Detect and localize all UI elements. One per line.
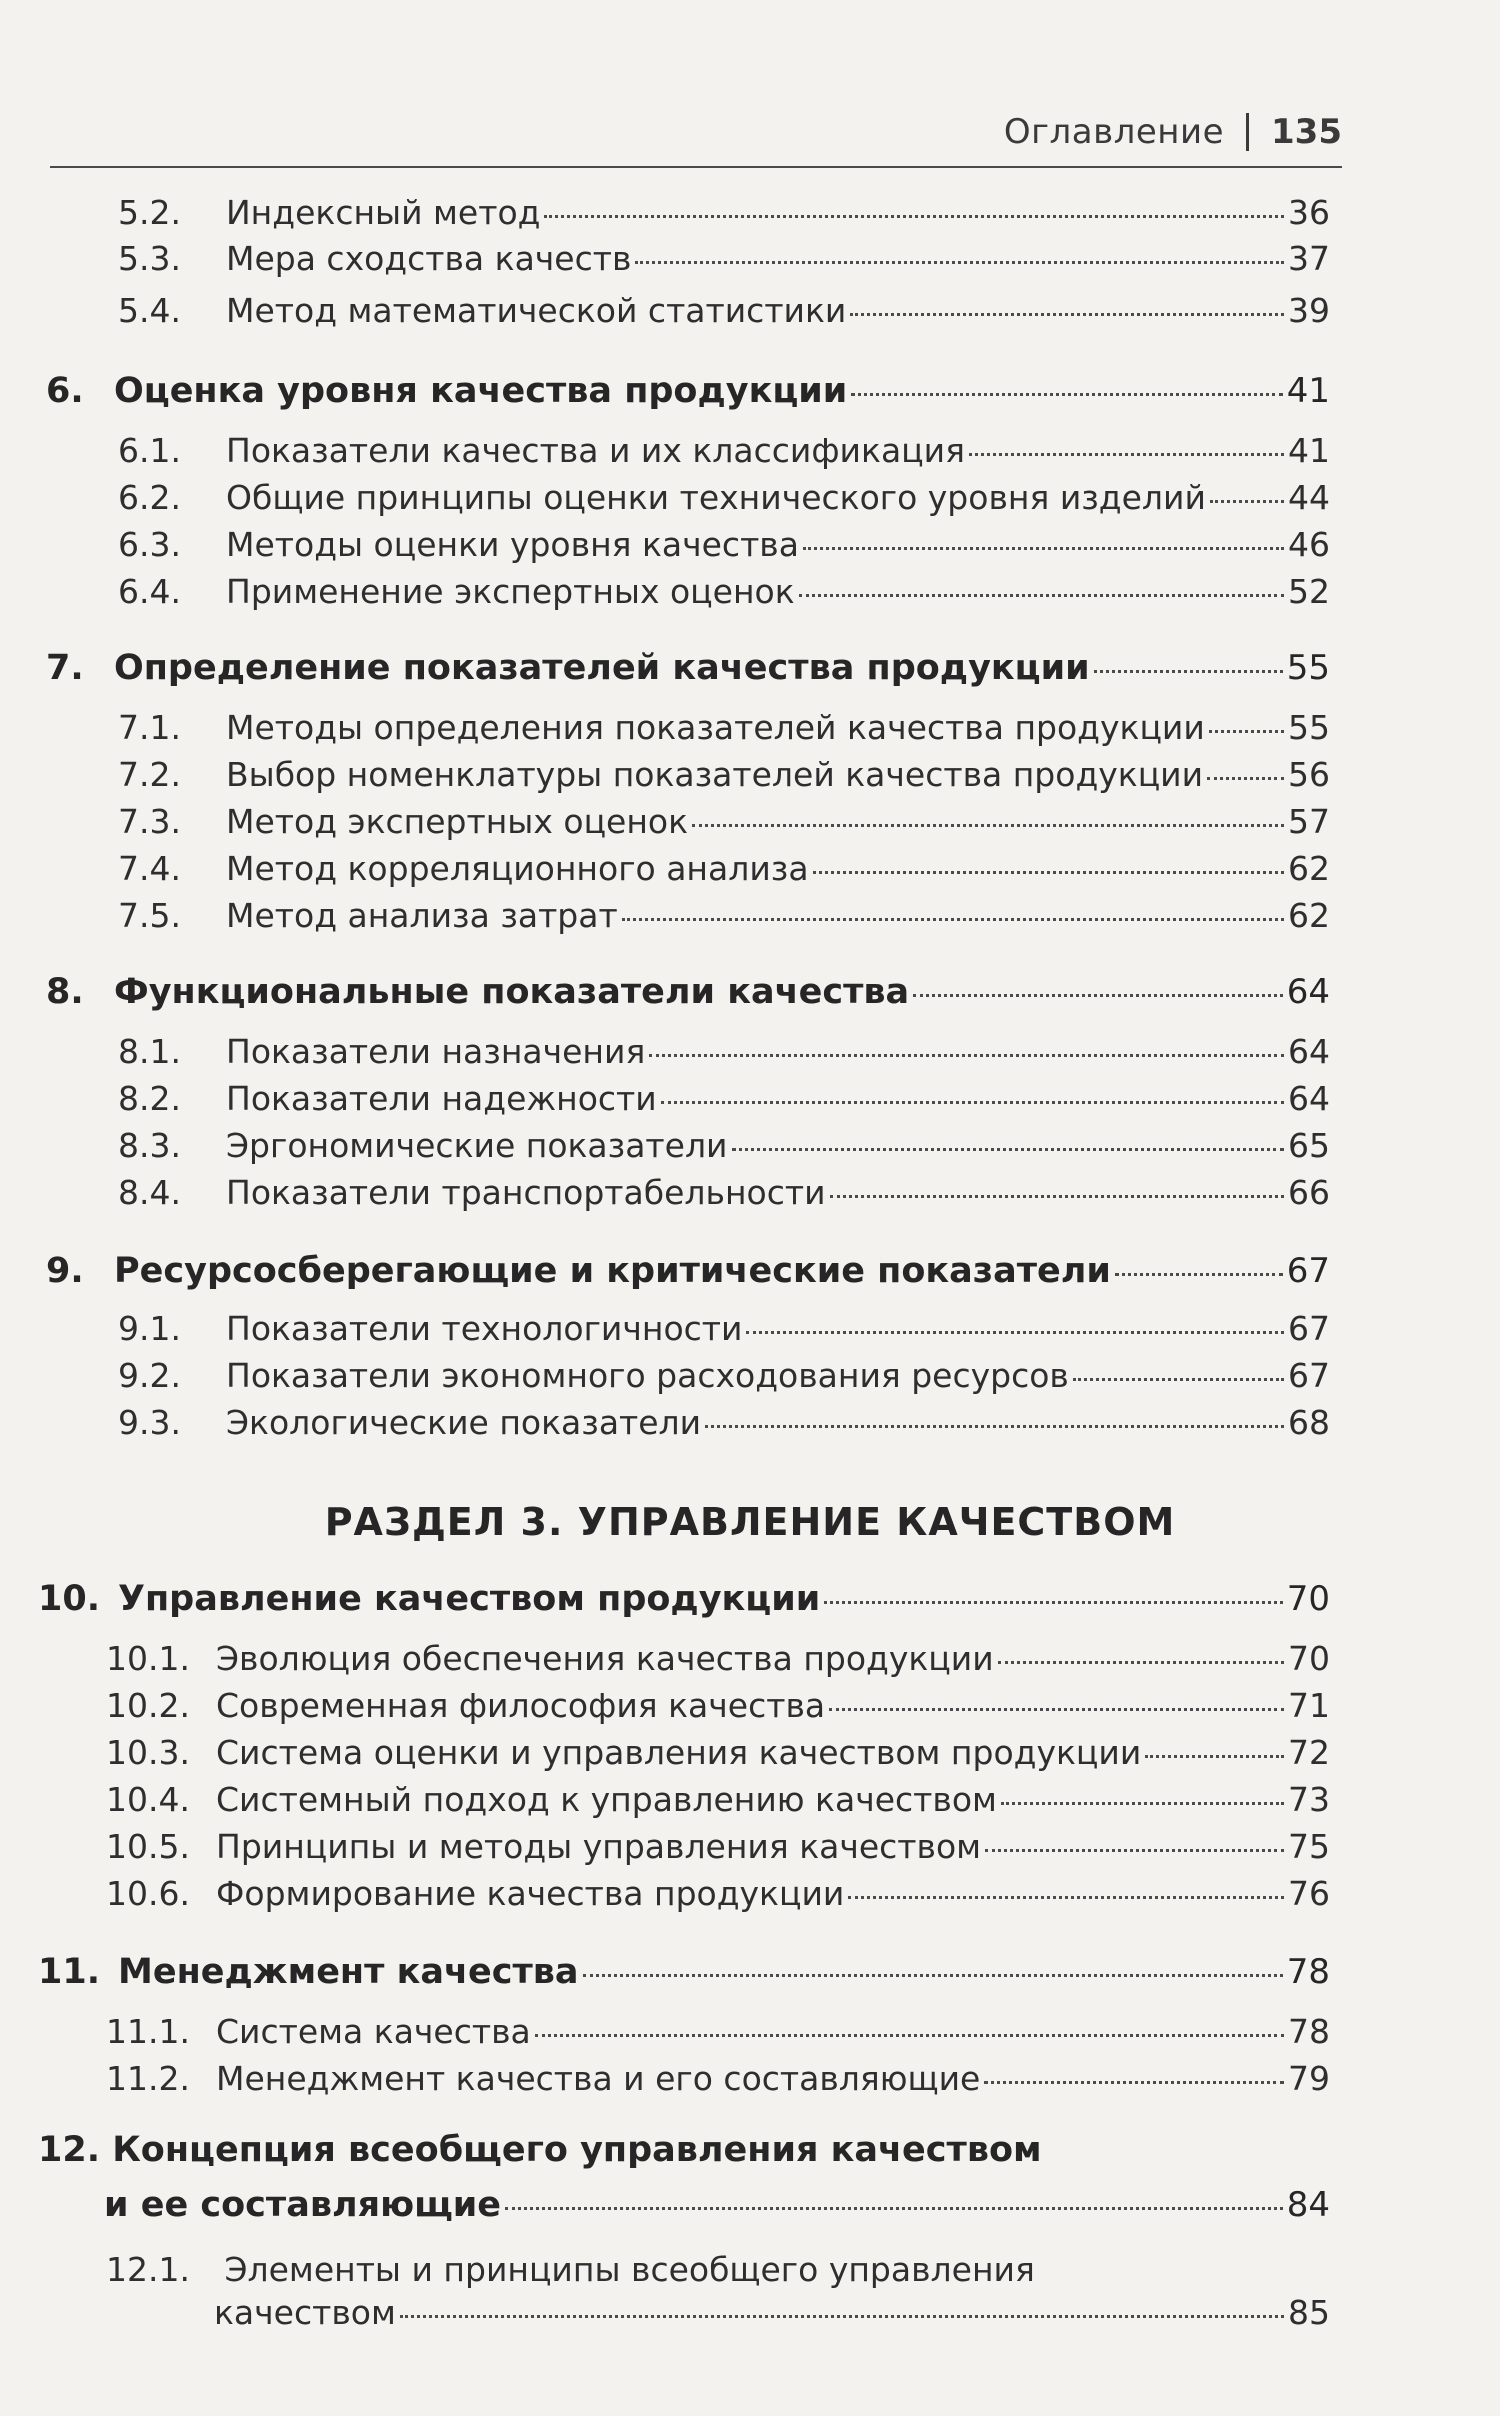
- entry-title: Показатели назначения: [226, 1032, 646, 1071]
- dot-leader: [850, 313, 1284, 316]
- entry-page-number: 71: [1288, 1686, 1330, 1725]
- entry-title: Управление качеством продукции: [118, 1579, 821, 1619]
- entry-number: 5.3.: [118, 239, 181, 278]
- entry-number: 8.: [46, 972, 84, 1012]
- entry-page-number: 75: [1288, 1827, 1330, 1866]
- entry-title: Определение показателей качества продукции: [114, 648, 1090, 688]
- entry-page-number: 70: [1288, 1639, 1330, 1678]
- entry-number: 6.: [46, 371, 84, 411]
- entry-number: 8.2.: [118, 1079, 181, 1118]
- entry-page-number: 64: [1288, 1032, 1330, 1071]
- dot-leader: [969, 453, 1284, 456]
- entry-title: Принципы и методы управления качеством: [216, 1827, 982, 1866]
- dot-leader: [984, 2081, 1284, 2084]
- dot-leader: [705, 1425, 1284, 1428]
- entry-title: Менеджмент качества и его составляющие: [216, 2059, 981, 2098]
- entry-number: 5.4.: [118, 291, 181, 330]
- dot-leader: [746, 1331, 1284, 1334]
- entry-page-number: 36: [1288, 193, 1330, 232]
- entry-12-1-page: 85: [1288, 2293, 1330, 2332]
- entry-12-1-title-line2: качеством: [214, 2293, 396, 2332]
- entry-title: Эргономические показатели: [226, 1126, 728, 1165]
- dot-leader: [622, 918, 1284, 921]
- entry-page-number: 67: [1286, 1251, 1330, 1291]
- entry-page-number: 44: [1288, 478, 1330, 517]
- page-number: 135: [1271, 112, 1342, 152]
- entry-title: Метод математической статистики: [226, 291, 847, 330]
- dot-leader: [813, 871, 1284, 874]
- entry-title: Показатели качества и их классификация: [226, 431, 965, 470]
- entry-title: Функциональные показатели качества: [114, 972, 910, 1012]
- dot-leader: [851, 393, 1282, 396]
- entry-12-1-line1: [106, 2250, 1035, 2289]
- entry-page-number: 46: [1288, 525, 1330, 564]
- entry-number: 8.3.: [118, 1126, 181, 1165]
- entry-number: 10.: [38, 1579, 101, 1619]
- dot-leader: [535, 2034, 1284, 2037]
- entry-number: 10.4.: [106, 1780, 190, 1819]
- entry-number: 6.4.: [118, 572, 181, 611]
- entry-page-number: 78: [1288, 2012, 1330, 2051]
- entry-number: 8.1.: [118, 1032, 181, 1071]
- entry-number: 7.5.: [118, 896, 181, 935]
- entry-title: Системный подход к управлению качеством: [216, 1780, 997, 1819]
- dot-leader: [1210, 500, 1284, 503]
- entry-number: 6.2.: [118, 478, 181, 517]
- entry-title: Современная философия качества: [216, 1686, 826, 1725]
- entry-page-number: 39: [1288, 291, 1330, 330]
- entry-page-number: 41: [1286, 371, 1330, 411]
- dot-leader: [661, 1101, 1284, 1104]
- dot-leader: [583, 1974, 1283, 1977]
- entry-title: Оценка уровня качества продукции: [114, 371, 848, 411]
- entry-page-number: 72: [1288, 1733, 1330, 1772]
- entry-number: 11.2.: [106, 2059, 190, 2098]
- entry-number: 6.1.: [118, 431, 181, 470]
- dot-leader: [649, 1054, 1284, 1057]
- dot-leader: [732, 1148, 1285, 1151]
- entry-page-number: 57: [1288, 802, 1330, 841]
- entry-page-number: 56: [1288, 755, 1330, 794]
- entry-title: Экологические показатели: [226, 1403, 702, 1442]
- entry-number: 10.3.: [106, 1733, 190, 1772]
- entry-title: Метод корреляционного анализа: [226, 849, 809, 888]
- dot-leader: [544, 215, 1284, 218]
- entry-12-1-title-line1: Элементы и принципы всеобщего управления: [224, 2250, 1035, 2289]
- entry-title: Показатели надежности: [226, 1079, 657, 1118]
- entry-title: Система оценки и управления качеством продукции: [216, 1733, 1142, 1772]
- entry-title: Методы оценки уровня качества: [226, 525, 799, 564]
- entry-title: Показатели экономного расходования ресурсов: [226, 1356, 1069, 1395]
- entry-page-number: 62: [1288, 849, 1330, 888]
- dot-leader: [913, 994, 1283, 997]
- entry-title: Формирование качества продукции: [216, 1874, 845, 1913]
- entry-page-number: 62: [1288, 896, 1330, 935]
- entry-number: 9.1.: [118, 1309, 181, 1348]
- entry-number: 10.1.: [106, 1639, 190, 1678]
- entry-number: 5.2.: [118, 193, 181, 232]
- entry-number: 11.: [38, 1952, 101, 1992]
- dot-leader: [1209, 730, 1284, 733]
- dot-leader: [803, 547, 1284, 550]
- dot-leader: [1001, 1802, 1284, 1805]
- running-header-title: Оглавление: [1003, 112, 1225, 152]
- dot-leader: [400, 2315, 1284, 2318]
- dot-leader: [1115, 1273, 1283, 1276]
- entry-title: Показатели технологичности: [226, 1309, 743, 1348]
- entry-title: Мера сходства качеств: [226, 239, 632, 278]
- entry-title: Общие принципы оценки технического уровня изделий: [226, 478, 1206, 517]
- dot-leader: [635, 261, 1284, 264]
- dot-leader: [799, 594, 1284, 597]
- running-header: [1004, 112, 1342, 152]
- entry-page-number: 76: [1288, 1874, 1330, 1913]
- dot-leader: [692, 824, 1284, 827]
- entry-title: Применение экспертных оценок: [226, 572, 795, 611]
- entry-page-number: 64: [1286, 972, 1330, 1012]
- header-separator: [1246, 113, 1249, 151]
- entry-page-number: 65: [1288, 1126, 1330, 1165]
- chapter-12-line1: [38, 2130, 1042, 2170]
- chapter-12-title-line1: Концепция всеобщего управления качеством: [112, 2130, 1042, 2170]
- entry-number: 7.4.: [118, 849, 181, 888]
- header-rule: [50, 166, 1342, 168]
- entry-page-number: 78: [1286, 1952, 1330, 1992]
- entry-page-number: 55: [1286, 648, 1330, 688]
- dot-leader: [1094, 670, 1283, 673]
- entry-page-number: 79: [1288, 2059, 1330, 2098]
- entry-number: 7.1.: [118, 708, 181, 747]
- entry-page-number: 37: [1288, 239, 1330, 278]
- entry-12-1-number: 12.1.: [106, 2250, 190, 2289]
- entry-number: 9.3.: [118, 1403, 181, 1442]
- entry-number: 7.: [46, 648, 84, 688]
- entry-title: Менеджмент качества: [118, 1952, 579, 1992]
- entry-number: 10.6.: [106, 1874, 190, 1913]
- entry-number: 10.2.: [106, 1686, 190, 1725]
- dot-leader: [1073, 1378, 1284, 1381]
- entry-title: Показатели транспортабельности: [226, 1173, 826, 1212]
- entry-number: 11.1.: [106, 2012, 190, 2051]
- dot-leader: [848, 1896, 1284, 1899]
- dot-leader: [830, 1195, 1284, 1198]
- entry-page-number: 67: [1288, 1356, 1330, 1395]
- entry-page-number: 70: [1286, 1579, 1330, 1619]
- dot-leader: [824, 1601, 1282, 1604]
- entry-page-number: 52: [1288, 572, 1330, 611]
- entry-page-number: 73: [1288, 1780, 1330, 1819]
- entry-number: 9.2.: [118, 1356, 181, 1395]
- entry-title: Выбор номенклатуры показателей качества продукции: [226, 755, 1204, 794]
- entry-title: Эволюция обеспечения качества продукции: [216, 1639, 994, 1678]
- dot-leader: [505, 2207, 1283, 2210]
- dot-leader: [829, 1708, 1284, 1711]
- entry-number: 7.2.: [118, 755, 181, 794]
- entry-page-number: 66: [1288, 1173, 1330, 1212]
- chapter-12-number: 12.: [38, 2130, 101, 2170]
- section-heading: РАЗДЕЛ 3. УПРАВЛЕНИЕ КАЧЕСТВОМ: [324, 1500, 1176, 1544]
- entry-number: 6.3.: [118, 525, 181, 564]
- entry-number: 9.: [46, 1251, 84, 1291]
- chapter-12-title-line2: и ее составляющие: [104, 2185, 502, 2225]
- entry-number: 10.5.: [106, 1827, 190, 1866]
- entry-page-number: 41: [1288, 431, 1330, 470]
- entry-page-number: 64: [1288, 1079, 1330, 1118]
- entry-title: Индексный метод: [226, 193, 541, 232]
- entry-number: 8.4.: [118, 1173, 181, 1212]
- entry-title: Методы определения показателей качества продукции: [226, 708, 1205, 747]
- chapter-12-page: 84: [1286, 2185, 1330, 2225]
- entry-page-number: 68: [1288, 1403, 1330, 1442]
- entry-title: Система качества: [216, 2012, 531, 2051]
- dot-leader: [998, 1661, 1284, 1664]
- dot-leader: [1207, 777, 1284, 780]
- dot-leader: [985, 1849, 1284, 1852]
- entry-page-number: 67: [1288, 1309, 1330, 1348]
- entry-title: Ресурсосберегающие и критические показатели: [114, 1251, 1111, 1291]
- entry-number: 7.3.: [118, 802, 181, 841]
- entry-title: Метод экспертных оценок: [226, 802, 689, 841]
- entry-page-number: 55: [1288, 708, 1330, 747]
- entry-title: Метод анализа затрат: [226, 896, 618, 935]
- dot-leader: [1145, 1755, 1284, 1758]
